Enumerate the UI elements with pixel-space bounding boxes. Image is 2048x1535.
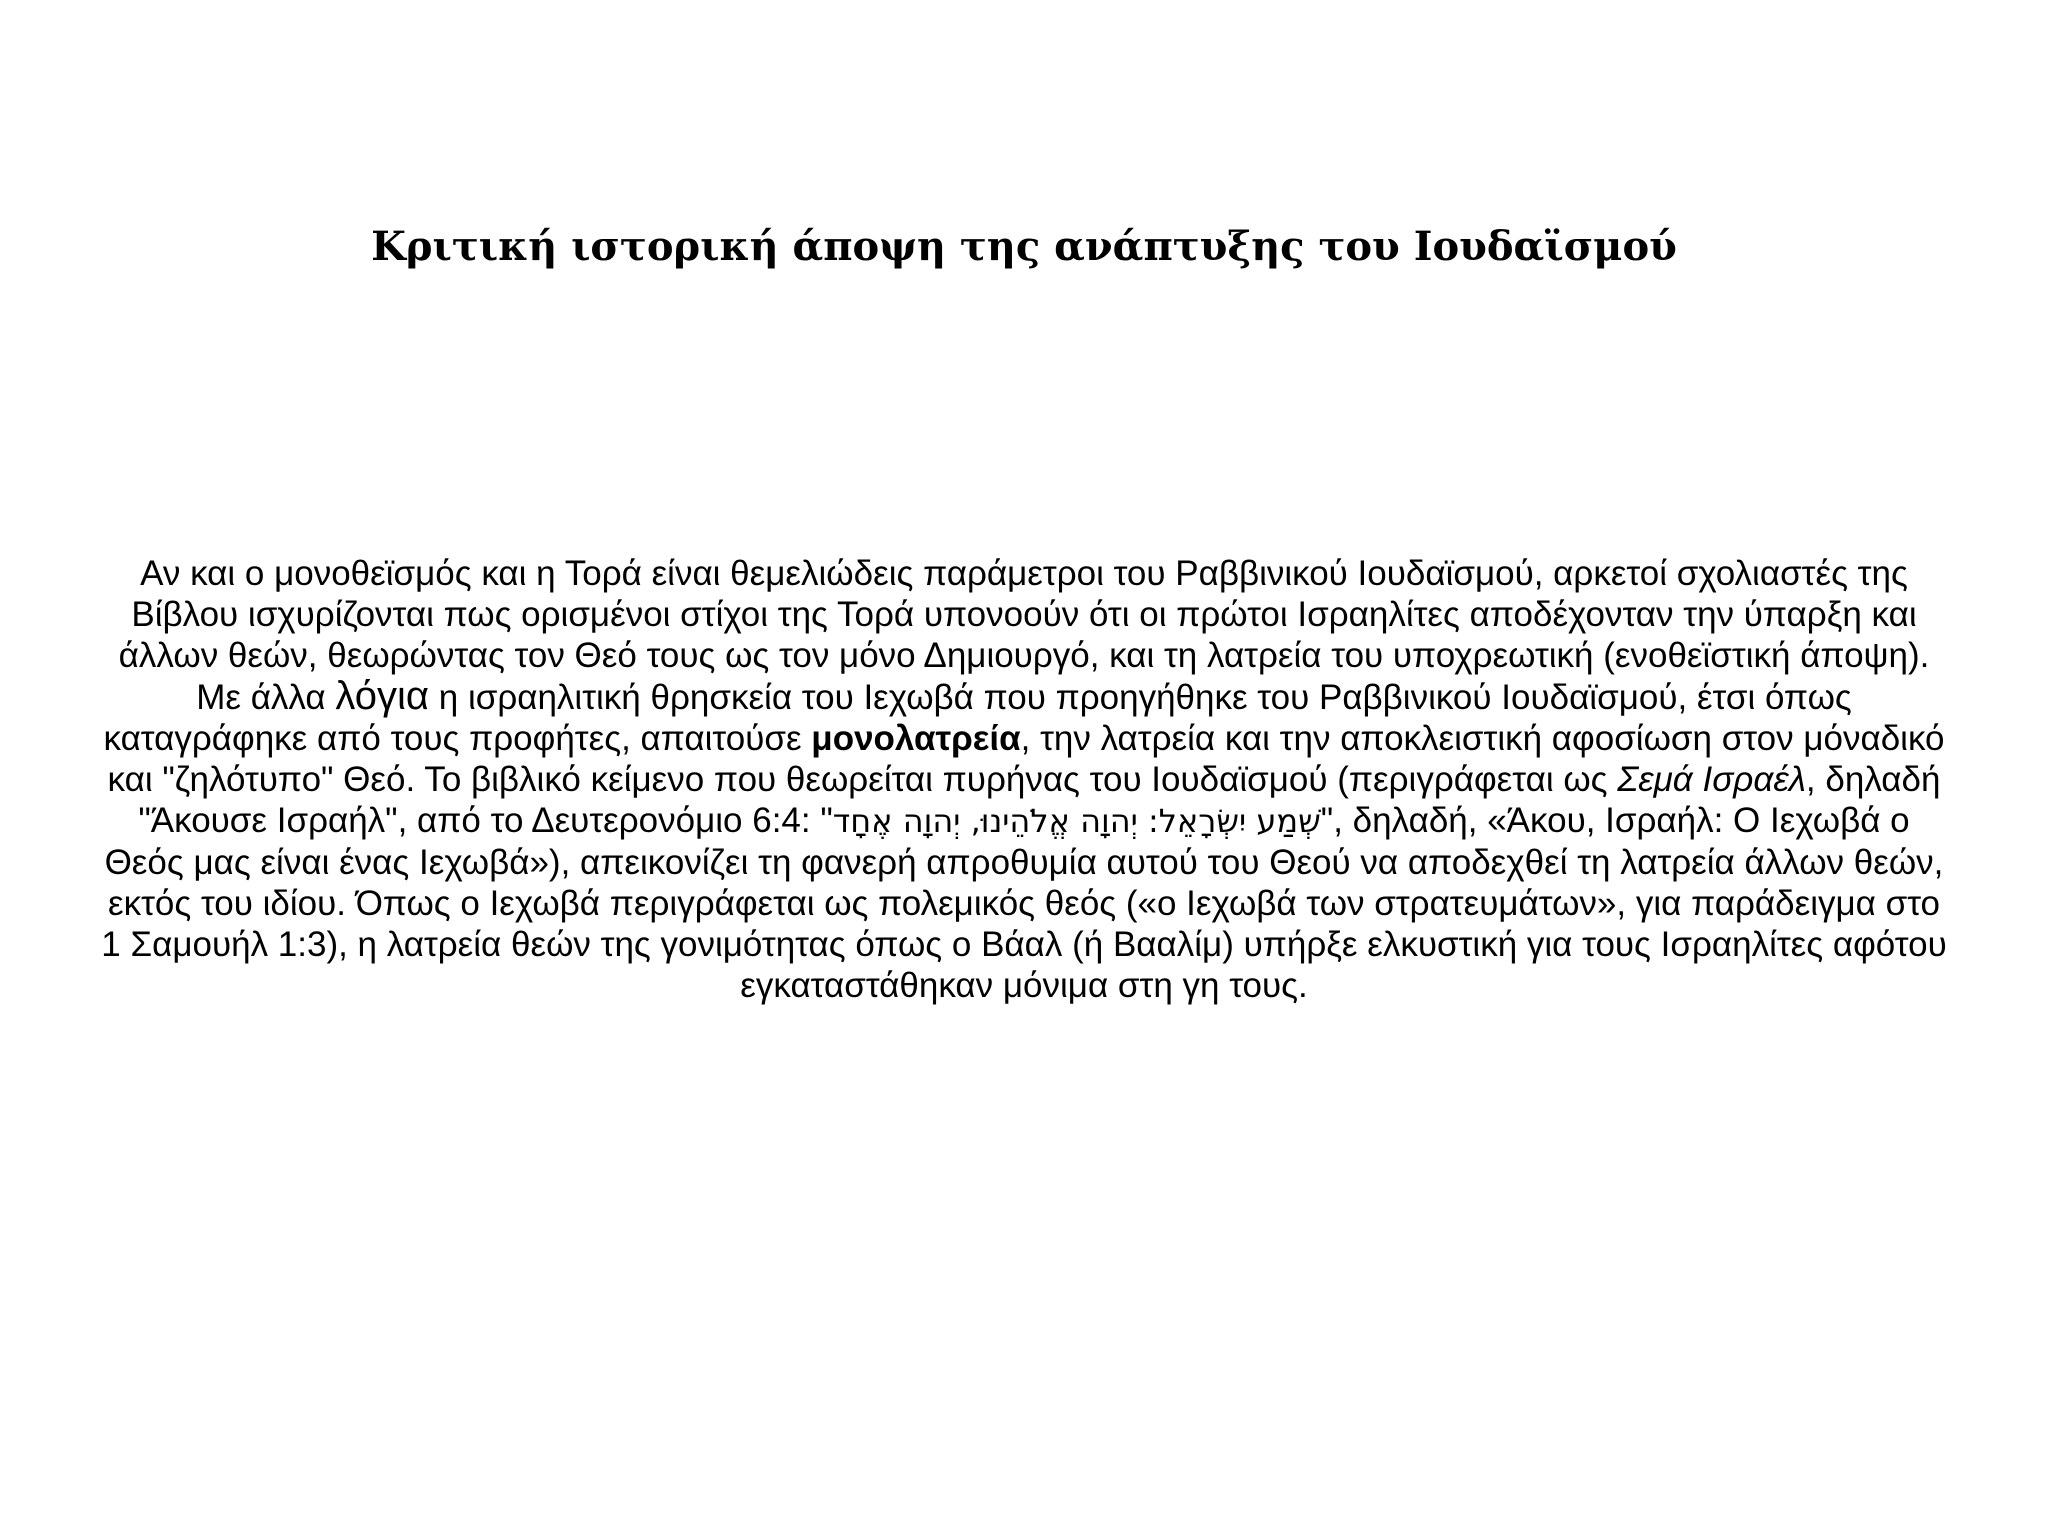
italic-term: Σεμά Ισραέλ	[1617, 760, 1806, 799]
emphasis-word: λόγια	[335, 674, 430, 718]
paragraph-text-part-4: , δηλαδή "Άκουσε Ισραήλ", από το Δευτερονόμιο 6:4: "	[138, 760, 1941, 840]
hebrew-verse: שְׁמַע יִשְׂרָאֵל: יְהוָה אֱלֹהֵינוּ, יְהוָה אֶחָד	[832, 802, 1321, 840]
page-title: Κριτική ιστορική άποψη της ανάπτυξης του Ιουδαϊσμού	[371, 223, 1677, 270]
paragraph-text-part-5: ", δηλαδή, «Άκου, Ισραήλ: Ο Ιεχωβά ο Θεός μας είναι ένας Ιεχωβά»), απεικονίζει τη φανερή απροθυμία αυτού του Θεού να αποδεχθεί τη λατρεία άλλων θεών, εκτός του ιδίου. Όπως ο Ιεχωβά περιγράφεται ως πολεμικός θεός («ο Ιεχωβά των στρατευμάτων», για παράδειγμα στο 1 Σαμουήλ 1:3), η λατρεία θεών της γονιμότητας όπως ο Βάαλ (ή Βααλίμ) υπήρξε ελκυστική για τους Ισραηλίτες αφότου εγκαταστάθηκαν μόνιμα στη γη τους.	[101, 801, 1947, 1005]
body-paragraph	[95, 553, 1953, 1006]
bold-term: μονολατρεία	[811, 719, 1021, 758]
paragraph-text-part-1: Αν και ο μονοθεϊσμός και η Τορά είναι θεμελιώδεις παράμετροι του Ραββινικού Ιουδαϊσμού, αρκετοί σχολιαστές της Βίβλου ισχυρίζονται πως ορισμένοι στίχοι της Τορά υπονοούν ότι οι πρώτοι Ισραηλίτες αποδέχονταν την ύπαρξη και άλλων θεών, θεωρώντας τον Θεό τους ως τον μόνο Δημιουργό, και τη λατρεία του υποχρεωτική (ενοθεϊστική άποψη). Με άλλα	[118, 554, 1930, 717]
paragraph-text-part-2: η ισραηλιτική θρησκεία του Ιεχωβά που προηγήθηκε του Ραββινικού Ιουδαϊσμού, έτσι όπως καταγράφηκε από τους προφήτες, απαιτούσε	[103, 678, 1852, 758]
paragraph-text-part-3: , την λατρεία και την αποκλειστική αφοσίωση στον μόναδικό και "ζηλότυπο" Θεό. Το βιβλικό κείμενο που θεωρείται πυρήνας του Ιουδαϊσμού (περιγράφεται ως	[107, 719, 1945, 799]
